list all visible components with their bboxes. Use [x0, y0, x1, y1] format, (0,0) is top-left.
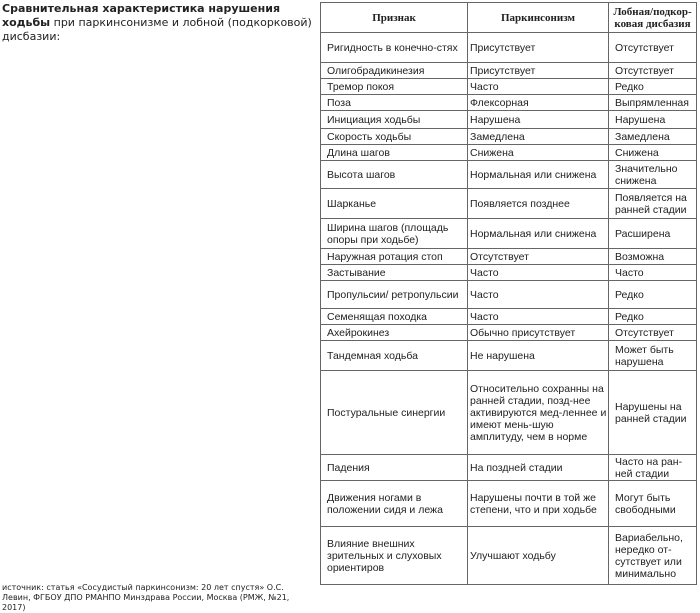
- table-row: [321, 145, 697, 161]
- sign-cell: Инициация ходьбы: [321, 111, 468, 129]
- table-row: [321, 527, 697, 585]
- parkinsonism-cell: Не нарушена: [468, 341, 609, 371]
- parkinsonism-cell: Часто: [468, 281, 609, 309]
- sign-cell: Олигобрадикинезия: [321, 63, 468, 79]
- parkinsonism-cell: Часто: [468, 309, 609, 325]
- sign-cell: Движения ногами в положении сидя и лежа: [321, 481, 468, 527]
- sign-cell: Тремор покоя: [321, 79, 468, 95]
- table-header-row: [321, 3, 697, 33]
- table-row: [321, 455, 697, 481]
- dysbasia-cell: Часто: [609, 265, 697, 281]
- parkinsonism-cell: Часто: [468, 79, 609, 95]
- dysbasia-cell: Появляется на ранней стадии: [609, 189, 697, 219]
- header-sign: Признак: [321, 3, 468, 33]
- table-row: [321, 309, 697, 325]
- table-row: [321, 325, 697, 341]
- table-row: [321, 111, 697, 129]
- parkinsonism-cell: Часто: [468, 265, 609, 281]
- dysbasia-cell: Могут быть свободными: [609, 481, 697, 527]
- dysbasia-cell: Редко: [609, 79, 697, 95]
- table-row: [321, 481, 697, 527]
- table-row: [321, 129, 697, 145]
- parkinsonism-cell: Нормальная или снижена: [468, 161, 609, 189]
- sign-cell: Пропульсии/ ретропульсии: [321, 281, 468, 309]
- dysbasia-cell: Отсутствует: [609, 33, 697, 63]
- source-note: источник: статья «Сосудистый паркинсонизм: 20 лет спустя» О.С. Левин, ФГБОУ ДПО РМАНПО Минздрава России, Москва (РМЖ, №21, 2017): [2, 583, 290, 612]
- table-row: [321, 95, 697, 111]
- table-row: [321, 281, 697, 309]
- dysbasia-cell: Часто на ран-ней стадии: [609, 455, 697, 481]
- dysbasia-cell: Отсутствует: [609, 325, 697, 341]
- sign-cell: Влияние внешних зрительных и слуховых ориентиров: [321, 527, 468, 585]
- sign-cell: Постуральные синергии: [321, 371, 468, 455]
- sign-cell: Шарканье: [321, 189, 468, 219]
- parkinsonism-cell: Нормальная или снижена: [468, 219, 609, 249]
- table-row: [321, 161, 697, 189]
- parkinsonism-cell: Нарушена: [468, 111, 609, 129]
- gait-comparison-table: [320, 2, 697, 585]
- table-row: [321, 219, 697, 249]
- sign-cell: Поза: [321, 95, 468, 111]
- parkinsonism-cell: На поздней стадии: [468, 455, 609, 481]
- dysbasia-cell: Нарушена: [609, 111, 697, 129]
- dysbasia-cell: Отсутствует: [609, 63, 697, 79]
- dysbasia-cell: Вариабельно, нередко от-сутствует или минимально: [609, 527, 697, 585]
- dysbasia-cell: Нарушены на ранней стадии: [609, 371, 697, 455]
- parkinsonism-cell: Относительно сохранны на ранней стадии, позд-нее активируются мед-леннее и имеют мень-шую амплитуду, чем в норме: [468, 371, 609, 455]
- table-row: [321, 371, 697, 455]
- dysbasia-cell: Снижена: [609, 145, 697, 161]
- caption-title: Сравнительная характеристика нарушения ходьбы: [2, 2, 281, 29]
- sign-cell: Тандемная ходьба: [321, 341, 468, 371]
- dysbasia-cell: Выпрямленная: [609, 95, 697, 111]
- table-row: [321, 33, 697, 63]
- dysbasia-cell: Замедлена: [609, 129, 697, 145]
- parkinsonism-cell: Замедлена: [468, 129, 609, 145]
- table-row: [321, 341, 697, 371]
- table-row: [321, 265, 697, 281]
- sign-cell: Скорость ходьбы: [321, 129, 468, 145]
- sign-cell: Падения: [321, 455, 468, 481]
- caption-subtitle: при паркинсонизме и лобной (подкорковой) дисбазии:: [2, 16, 312, 43]
- table-row: [321, 63, 697, 79]
- sign-cell: Ахейрокинез: [321, 325, 468, 341]
- sign-cell: Семенящая походка: [321, 309, 468, 325]
- parkinsonism-cell: Обычно присутствует: [468, 325, 609, 341]
- dysbasia-cell: Редко: [609, 281, 697, 309]
- parkinsonism-cell: Флексорная: [468, 95, 609, 111]
- sign-cell: Высота шагов: [321, 161, 468, 189]
- sign-cell: Ширина шагов (площадь опоры при ходьбе): [321, 219, 468, 249]
- parkinsonism-cell: Появляется позднее: [468, 189, 609, 219]
- parkinsonism-cell: Улучшают ходьбу: [468, 527, 609, 585]
- sign-cell: Ригидность в конечно-стях: [321, 33, 468, 63]
- table-row: [321, 79, 697, 95]
- dysbasia-cell: Редко: [609, 309, 697, 325]
- dysbasia-cell: Значительно снижена: [609, 161, 697, 189]
- table-row: [321, 189, 697, 219]
- parkinsonism-cell: Присутствует: [468, 33, 609, 63]
- caption: [2, 2, 318, 44]
- header-parkinsonism: Паркинсонизм: [468, 3, 609, 33]
- sign-cell: Длина шагов: [321, 145, 468, 161]
- parkinsonism-cell: Снижена: [468, 145, 609, 161]
- dysbasia-cell: Может быть нарушена: [609, 341, 697, 371]
- sign-cell: Застывание: [321, 265, 468, 281]
- table-row: [321, 249, 697, 265]
- parkinsonism-cell: Отсутствует: [468, 249, 609, 265]
- header-frontal-dysbasia: Лобная/подкор-ковая дисбазия: [609, 3, 697, 33]
- dysbasia-cell: Расширена: [609, 219, 697, 249]
- parkinsonism-cell: Нарушены почти в той же степени, что и при ходьбе: [468, 481, 609, 527]
- sign-cell: Наружная ротация стоп: [321, 249, 468, 265]
- table-body: [321, 33, 697, 585]
- parkinsonism-cell: Присутствует: [468, 63, 609, 79]
- dysbasia-cell: Возможна: [609, 249, 697, 265]
